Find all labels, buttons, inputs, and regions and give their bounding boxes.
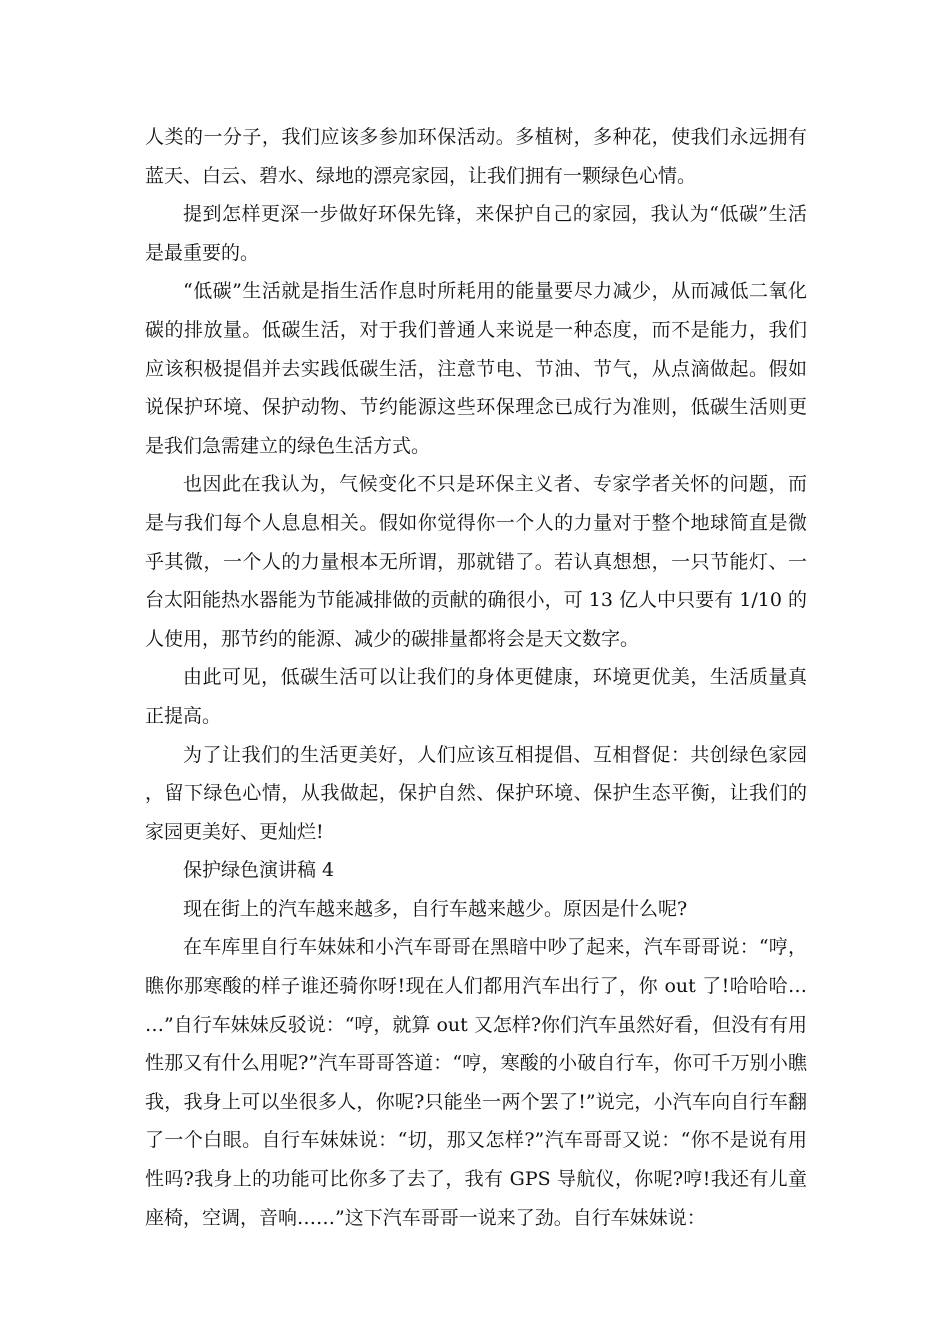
paragraph: 现在街上的汽车越来越多，自行车越来越少。原因是什么呢? <box>183 897 688 920</box>
paragraph: 在车库里自行车妹妹和小汽车哥哥在黑暗中吵了起来，汽车哥哥说：“哼，瞧你那寒酸的样子谁还骑你呀!现在人们都用汽车出行了，你 out 了!哈哈哈……”自行车妹妹反驳说：“哼，就算 out 又怎样?你们汽车虽然好看，但没有有用性那又有什么用呢?”汽车哥哥答道：“哼，寒酸的小破自行车，你可千万别小瞧我，我身上可以坐很多人，你呢?只能坐一两个罢了!”说完，小汽车向自行车翻了一个白眼。自行车妹妹说：“切，那又怎样?”汽车哥哥又说：“你不是说有用性吗?我身上的功能可比你多了去了，我有 GPS 导航仪，你呢?哼!我还有儿童座椅，空调，音响……”这下汽车哥哥一说来了劲。自行车妹妹说： <box>145 936 808 1229</box>
paragraph: 由此可见，低碳生活可以让我们的身体更健康，环境更优美，生活质量真正提高。 <box>145 666 807 727</box>
paragraph-continuation: 人类的一分子，我们应该多参加环保活动。多植树，多种花，使我们永远拥有蓝天、白云、碧水、绿地的漂亮家园，让我们拥有一颗绿色心情。 <box>145 126 807 187</box>
paragraph: 为了让我们的生活更美好，人们应该互相提倡、互相督促：共创绿色家园，留下绿色心情，从我做起，保护自然、保护环境、保护生态平衡，让我们的家园更美好、更灿烂! <box>145 743 807 843</box>
paragraph: 提到怎样更深一步做好环保先锋，来保护自己的家园，我认为“低碳”生活是最重要的。 <box>145 203 807 264</box>
paragraph: 也因此在我认为，气候变化不只是环保主义者、专家学者关怀的问题，而是与我们每个人息息相关。假如你觉得你一个人的力量对于整个地球简直是微乎其微，一个人的力量根本无所谓，那就错了。若认真想想，一只节能灯、一台太阳能热水器能为节能减排做的贡献的确很小，可 13 亿人中只要有 1/10 的人使用，那节约的能源、减少的碳排量都将会是天文数字。 <box>145 473 807 650</box>
section-heading: 保护绿色演讲稿 4 <box>183 859 335 882</box>
paragraph: “低碳”生活就是指生活作息时所耗用的能量要尽力减少，从而减低二氧化碳的排放量。低碳生活，对于我们普通人来说是一种态度，而不是能力，我们应该积极提倡并去实践低碳生活，注意节电、节油、节气，从点滴做起。假如说保护环境、保护动物、节约能源这些环保理念已成行为准则，低碳生活则更是我们急需建立的绿色生活方式。 <box>145 280 807 457</box>
document-body <box>145 118 807 1237</box>
